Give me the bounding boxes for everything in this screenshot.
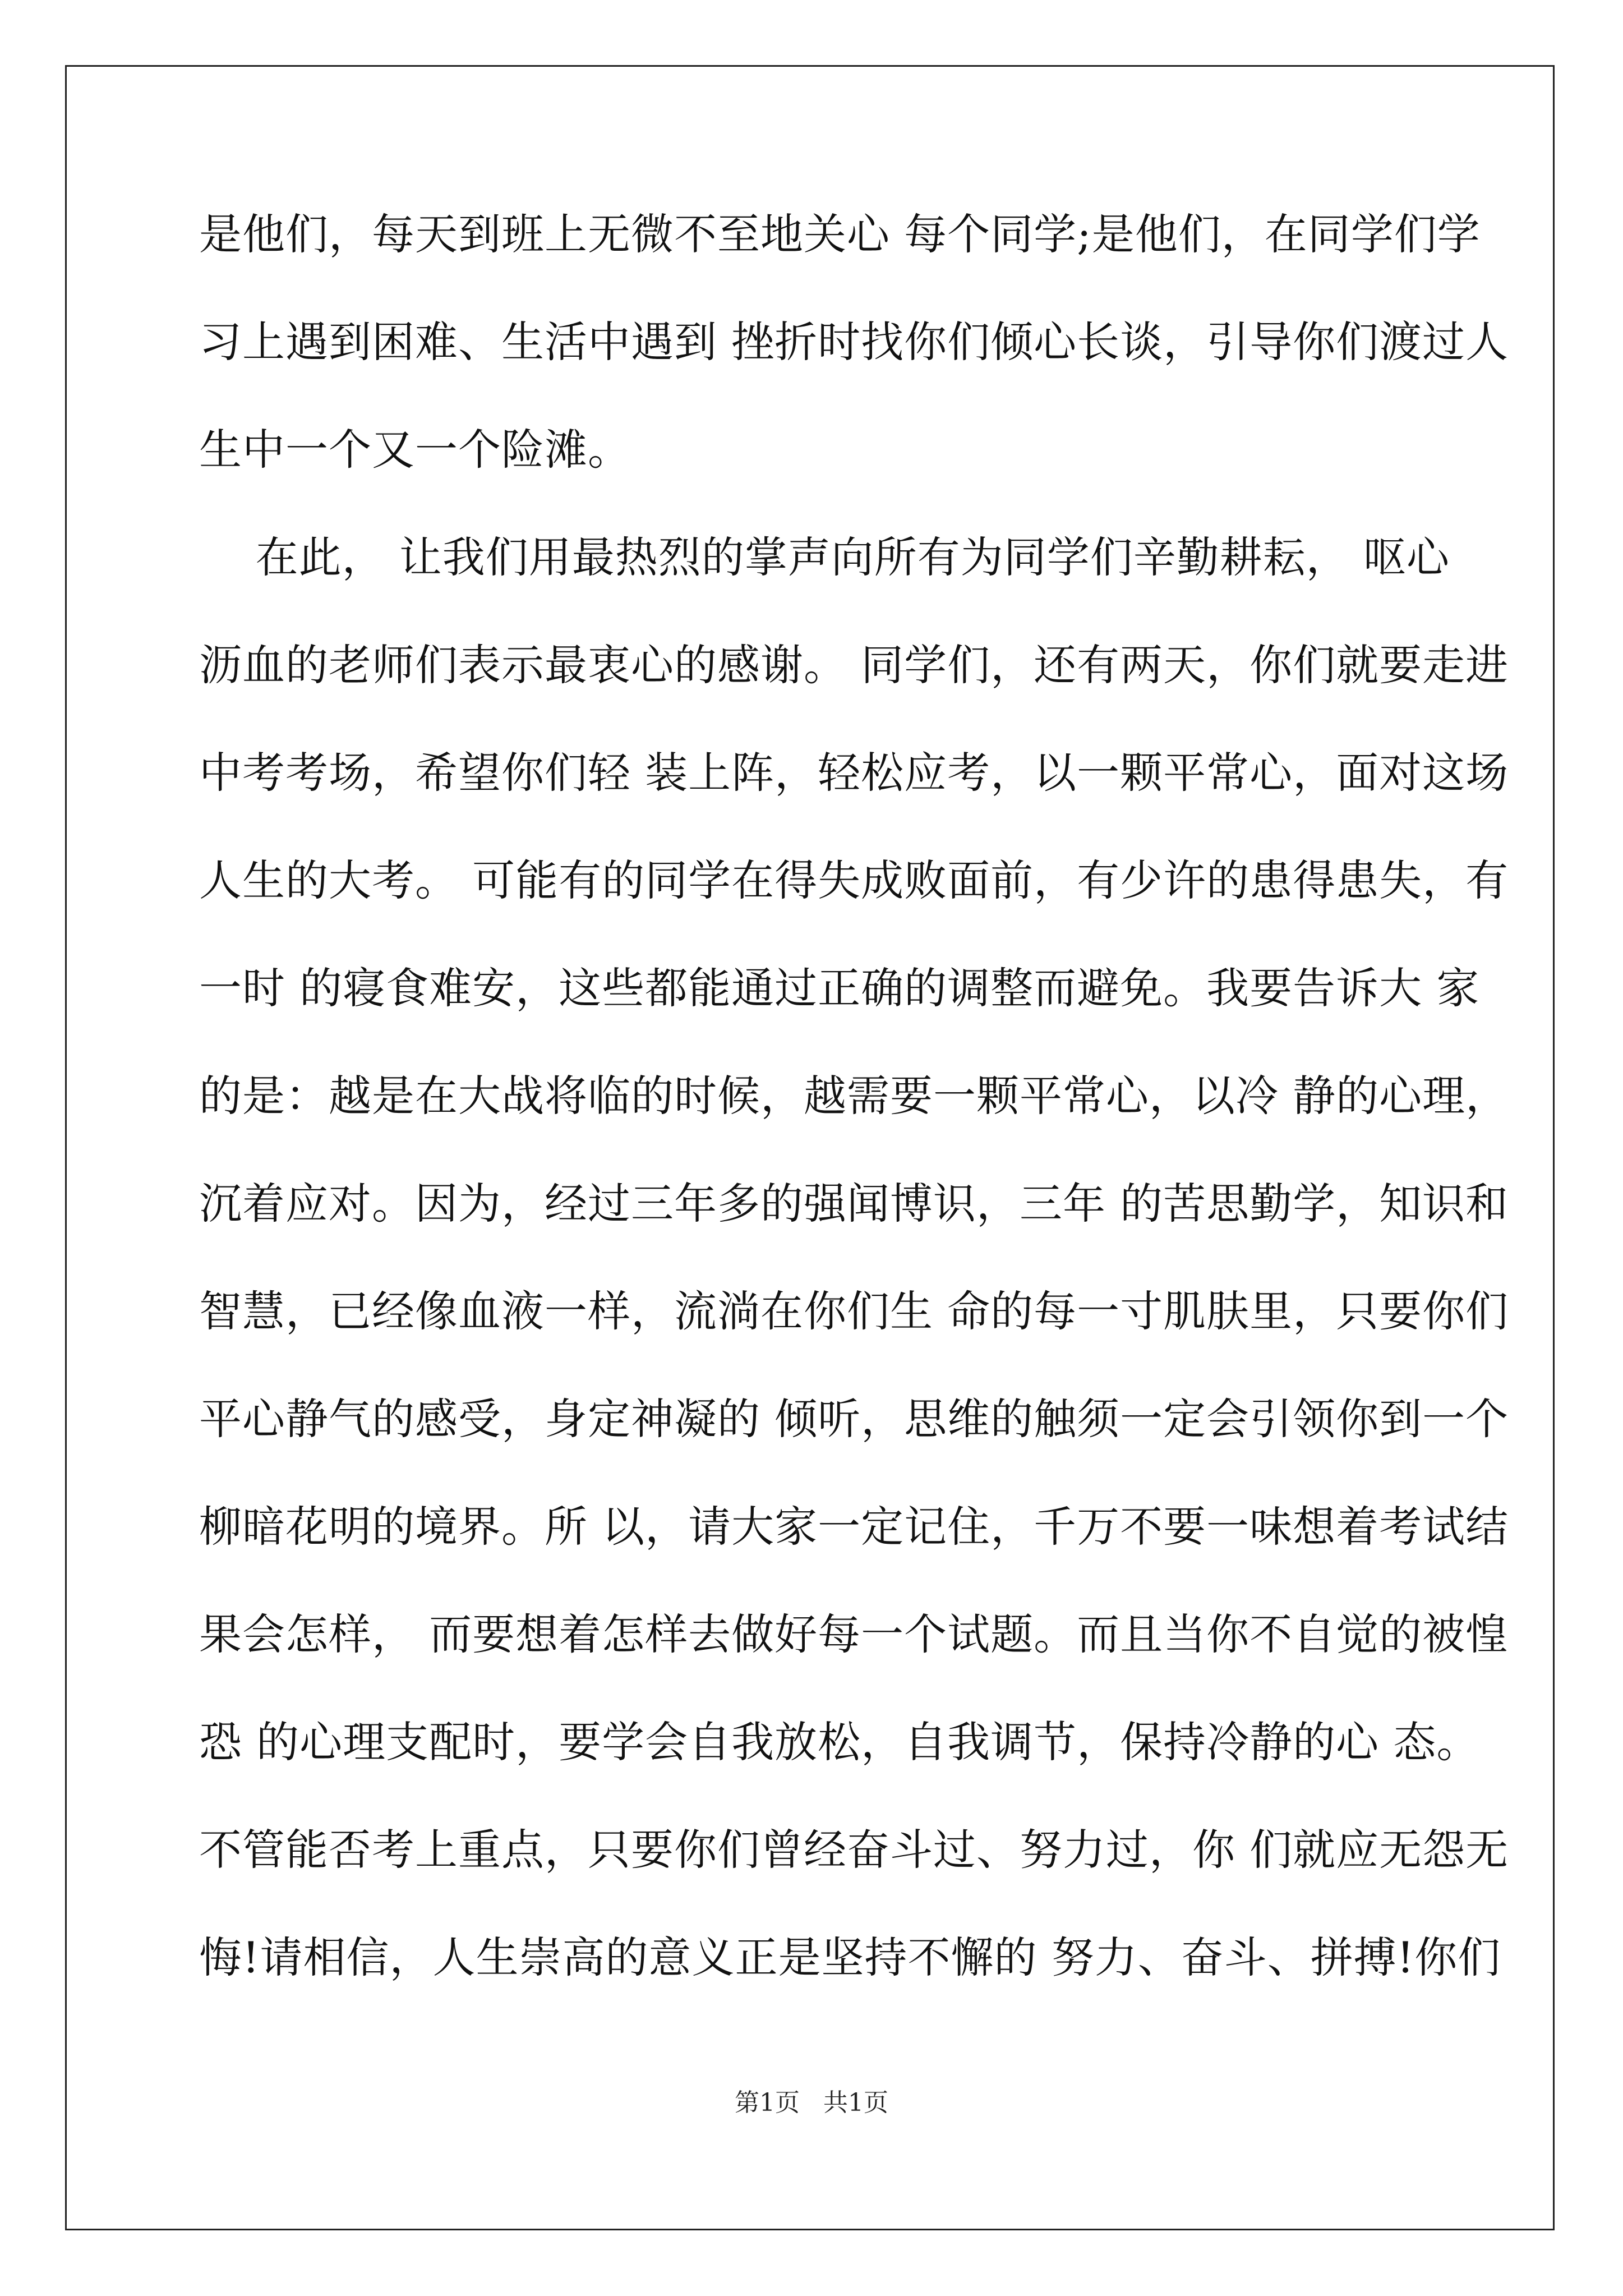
text-line: 柳暗花明的境界。所 以，请大家一定记住，千万不要一味想着考试结 bbox=[199, 1502, 1509, 1552]
page-border bbox=[65, 65, 1555, 2230]
text-line: 习上遇到困难、生活中遇到 挫折时找你们倾心长谈，引导你们渡过人 bbox=[199, 317, 1509, 367]
text-line: 生中一个又一个险滩。 bbox=[199, 425, 631, 475]
text-line: 智慧，已经像血液一样，流淌在你们生 命的每一寸肌肤里，只要你们 bbox=[199, 1286, 1509, 1336]
page-footer: 第1页 共1页 bbox=[735, 2088, 888, 2117]
text-line: 沉着应对。因为，经过三年多的强闻博识，三年 的苦思勤学，知识和 bbox=[199, 1179, 1509, 1228]
text-line: 不管能否考上重点，只要你们曾经奋斗过、努力过，你 们就应无怨无 bbox=[199, 1825, 1509, 1875]
text-line: 悔!请相信，人生崇高的意义正是坚持不懈的 努力、奋斗、拼搏!你们 bbox=[199, 1932, 1501, 1982]
text-line: 恐 的心理支配时，要学会自我放松，自我调节，保持冷静的心 态。 bbox=[199, 1717, 1480, 1767]
text-line: 一时 的寝食难安，这些都能通过正确的调整而避免。我要告诉大 家 bbox=[199, 963, 1480, 1013]
text-line: 中考考场，希望你们轻 装上阵，轻松应考，以一颗平常心，面对这场 bbox=[199, 748, 1509, 798]
text-line: 的是：越是在大战将临的时候，越需要一颗平常心，以冷 静的心理， bbox=[199, 1071, 1509, 1121]
text-line: 果会怎样， 而要想着怎样去做好每一个试题。而且当你不自觉的被惶 bbox=[199, 1609, 1509, 1659]
text-line: 人生的大考。 可能有的同学在得失成败面前，有少许的患得患失，有 bbox=[199, 855, 1509, 905]
text-line: 在此， 让我们用最热烈的掌声向所有为同学们辛勤耕耘， 呕心 bbox=[199, 532, 1450, 582]
text-line: 平心静气的感受，身定神凝的 倾听，思维的触须一定会引领你到一个 bbox=[199, 1394, 1509, 1444]
text-line: 沥血的老师们表示最衷心的感谢。 同学们，还有两天，你们就要走进 bbox=[199, 640, 1509, 690]
text-line: 是他们，每天到班上无微不至地关心 每个同学;是他们，在同学们学 bbox=[199, 209, 1481, 259]
